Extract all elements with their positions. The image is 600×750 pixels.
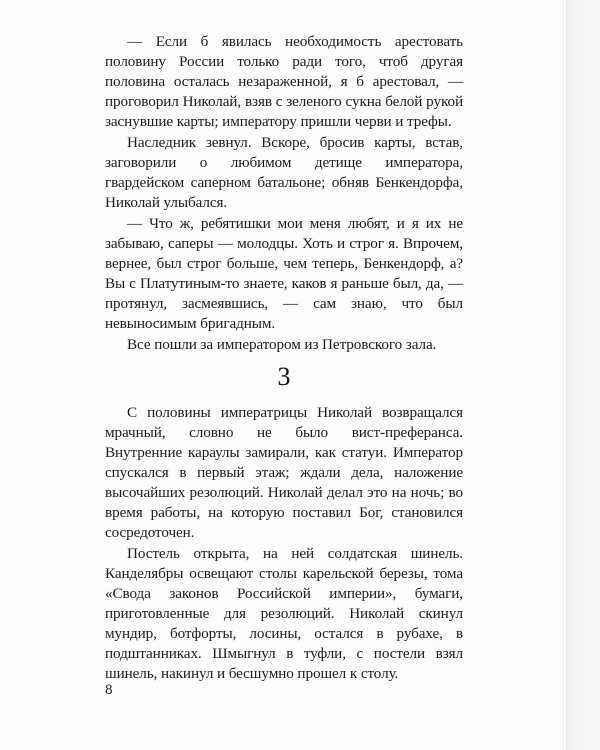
paragraph: Постель открыта, на ней солдатская шинель. Канделябры освещают столы карельской березы, тома «Свода законов Российской империи», бумаги, приготовленные для резолюций. Николай скинул мундир, ботфорты, лосины, остался в рубахе, в подштанниках. Шмыгнул в туфли, с постели взял шинель, накинул и бесшумно прошел к столу. — [105, 545, 463, 682]
paragraph: С половины императрицы Николай возвращался мрачный, словно не было вист-преферанса. Внутренние караулы замирали, как статуи. Император спускался в первый этаж; ждали дела, наложение высочайших резолюций. Николай делал это на ночь; во время работы, на которую поставил Бог, становился сосредоточен. — [105, 404, 463, 541]
paragraph: — Если б явилась необходимость арестовать половину России только ради того, чтоб другая половина осталась незараженной, я б арестовал, — проговорил Николай, взяв с зеленого сукна белой рукой заснувшие карты; императору пришли черви и трефы. — [105, 33, 463, 130]
page-number: 8 — [105, 682, 113, 698]
chapter-heading: 3 — [277, 362, 291, 391]
page-edge-shadow — [566, 0, 600, 750]
paragraph: Все пошли за императором из Петровского зала. — [127, 336, 437, 353]
text-block-bottom — [105, 403, 463, 684]
paragraph: Наследник зевнул. Вскоре, бросив карты, встав, заговорили о любимом детище императора, гвардейском саперном батальоне; обняв Бенкендорфа, Николай улыбался. — [105, 134, 463, 211]
paragraph: — Что ж, ребятишки мои меня любят, и я их не забываю, саперы — молодцы. Хоть и строг я. Впрочем, вернее, был строг больше, чем теперь, Бенкендорф, а? Вы с Платутиным-то знаете, каков я раньше был, да, — протянул, засмеявшись, — сам знаю, что был невыносимым бригадным. — [105, 215, 463, 332]
text-block-top — [105, 32, 463, 355]
